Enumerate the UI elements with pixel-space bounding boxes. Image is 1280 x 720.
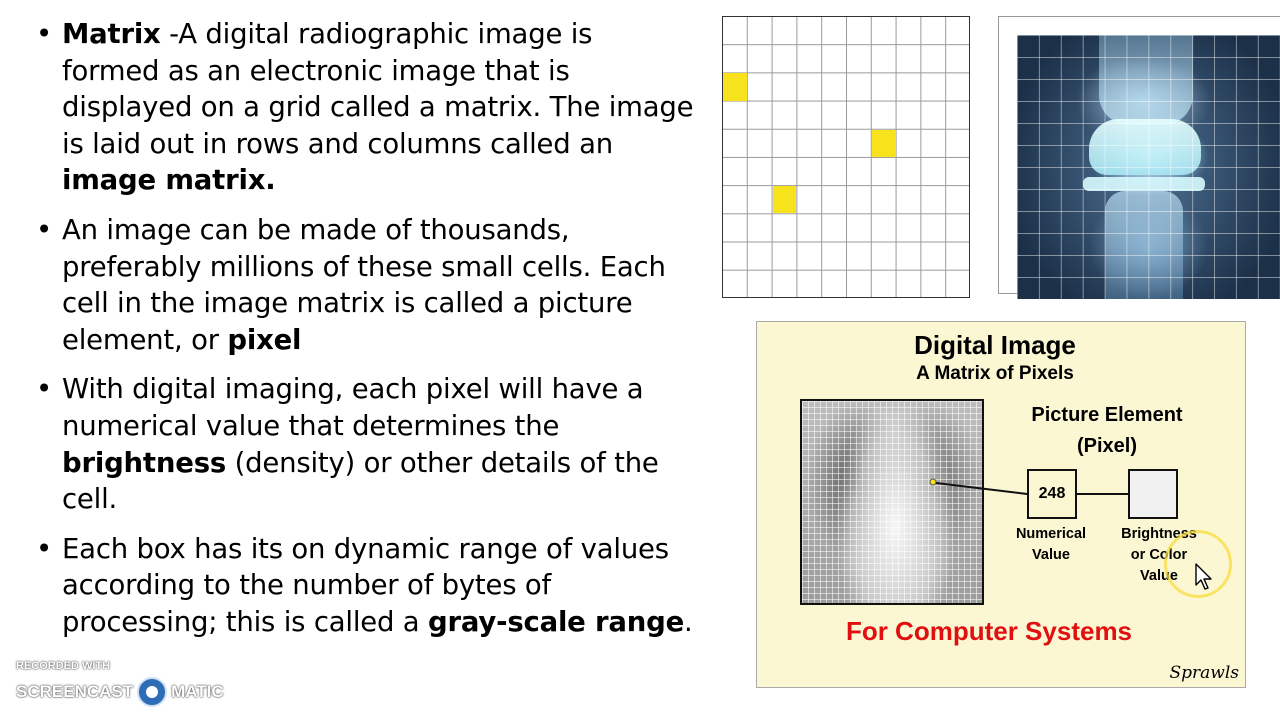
- computer-systems-caption: For Computer Systems: [845, 616, 1133, 646]
- brightness-line-3: Value: [1140, 568, 1178, 584]
- xray-grid-overlay: [1017, 35, 1280, 299]
- bullet-dot: •: [36, 373, 53, 406]
- diagram-title: Digital Image: [914, 330, 1076, 360]
- bullet-gray-scale: [36, 531, 696, 641]
- pixel-grid-overlay: [802, 401, 982, 603]
- bullet-list: [36, 16, 696, 641]
- knee-xray-image: [1017, 35, 1280, 299]
- term-pixel: pixel: [227, 323, 302, 356]
- pixel-value-box: 248: [1027, 469, 1077, 519]
- brightness-line-2: or Color: [1130, 547, 1188, 563]
- recorded-with-text: RECORDED WITH: [16, 660, 111, 672]
- mouse-pointer-icon: [1195, 563, 1215, 591]
- pixel-label: (Pixel): [1076, 435, 1138, 457]
- screencast-watermark: [16, 680, 224, 704]
- digital-image-diagram: [756, 321, 1246, 688]
- chest-xray-image: [800, 399, 984, 605]
- term-image-matrix: image matrix.: [62, 164, 276, 197]
- pixel-color-box: [1128, 469, 1178, 519]
- term-matrix: Matrix: [62, 18, 161, 50]
- highlighted-cell: [773, 186, 797, 213]
- bullet-pixel: [36, 212, 696, 358]
- author-credit: Sprawls: [1169, 663, 1239, 683]
- diagram-subtitle: A Matrix of Pixels: [916, 363, 1074, 384]
- bullet-text: An image can be made of thousands, preferably millions of these small cells. Each cell in the image matrix is called a picture element, or: [62, 213, 666, 356]
- term-gray-scale-range: gray-scale range: [428, 605, 685, 638]
- bullet-dot: •: [36, 213, 53, 246]
- numerical-line-1: Numerical: [1015, 526, 1087, 542]
- highlighted-cell: [872, 130, 896, 157]
- bullet-matrix: [36, 16, 696, 199]
- term-brightness: brightness: [62, 446, 227, 479]
- bullet-text-tail: .: [684, 605, 693, 638]
- watermark-left: SCREENCAST: [16, 682, 134, 701]
- matrix-grid: [722, 16, 970, 298]
- numerical-line-2: Value: [1032, 547, 1070, 563]
- screencast-logo-icon: [137, 677, 167, 707]
- bullet-text-tail: (density) or other details of the cell.: [62, 446, 659, 516]
- bullet-text: With digital imaging, each pixel will have a numerical value that determines the: [62, 373, 644, 442]
- highlighted-cell: [723, 73, 747, 100]
- watermark-right: MATIC: [171, 682, 224, 701]
- numerical-value-label: [1001, 524, 1101, 566]
- brightness-line-1: Brightness: [1121, 526, 1197, 542]
- bullet-text: Each box has its on dynamic range of values according to the number of bytes of processing; this is called a: [62, 532, 669, 638]
- bullet-text: -A digital radiographic image is formed as an electronic image that is displayed on a grid called a matrix. The image is laid out in rows and columns called an: [62, 18, 694, 160]
- bullet-dot: •: [36, 18, 53, 50]
- bullet-brightness: [36, 371, 696, 517]
- bullet-dot: •: [36, 532, 53, 565]
- picture-element-label: Picture Element: [1031, 404, 1183, 426]
